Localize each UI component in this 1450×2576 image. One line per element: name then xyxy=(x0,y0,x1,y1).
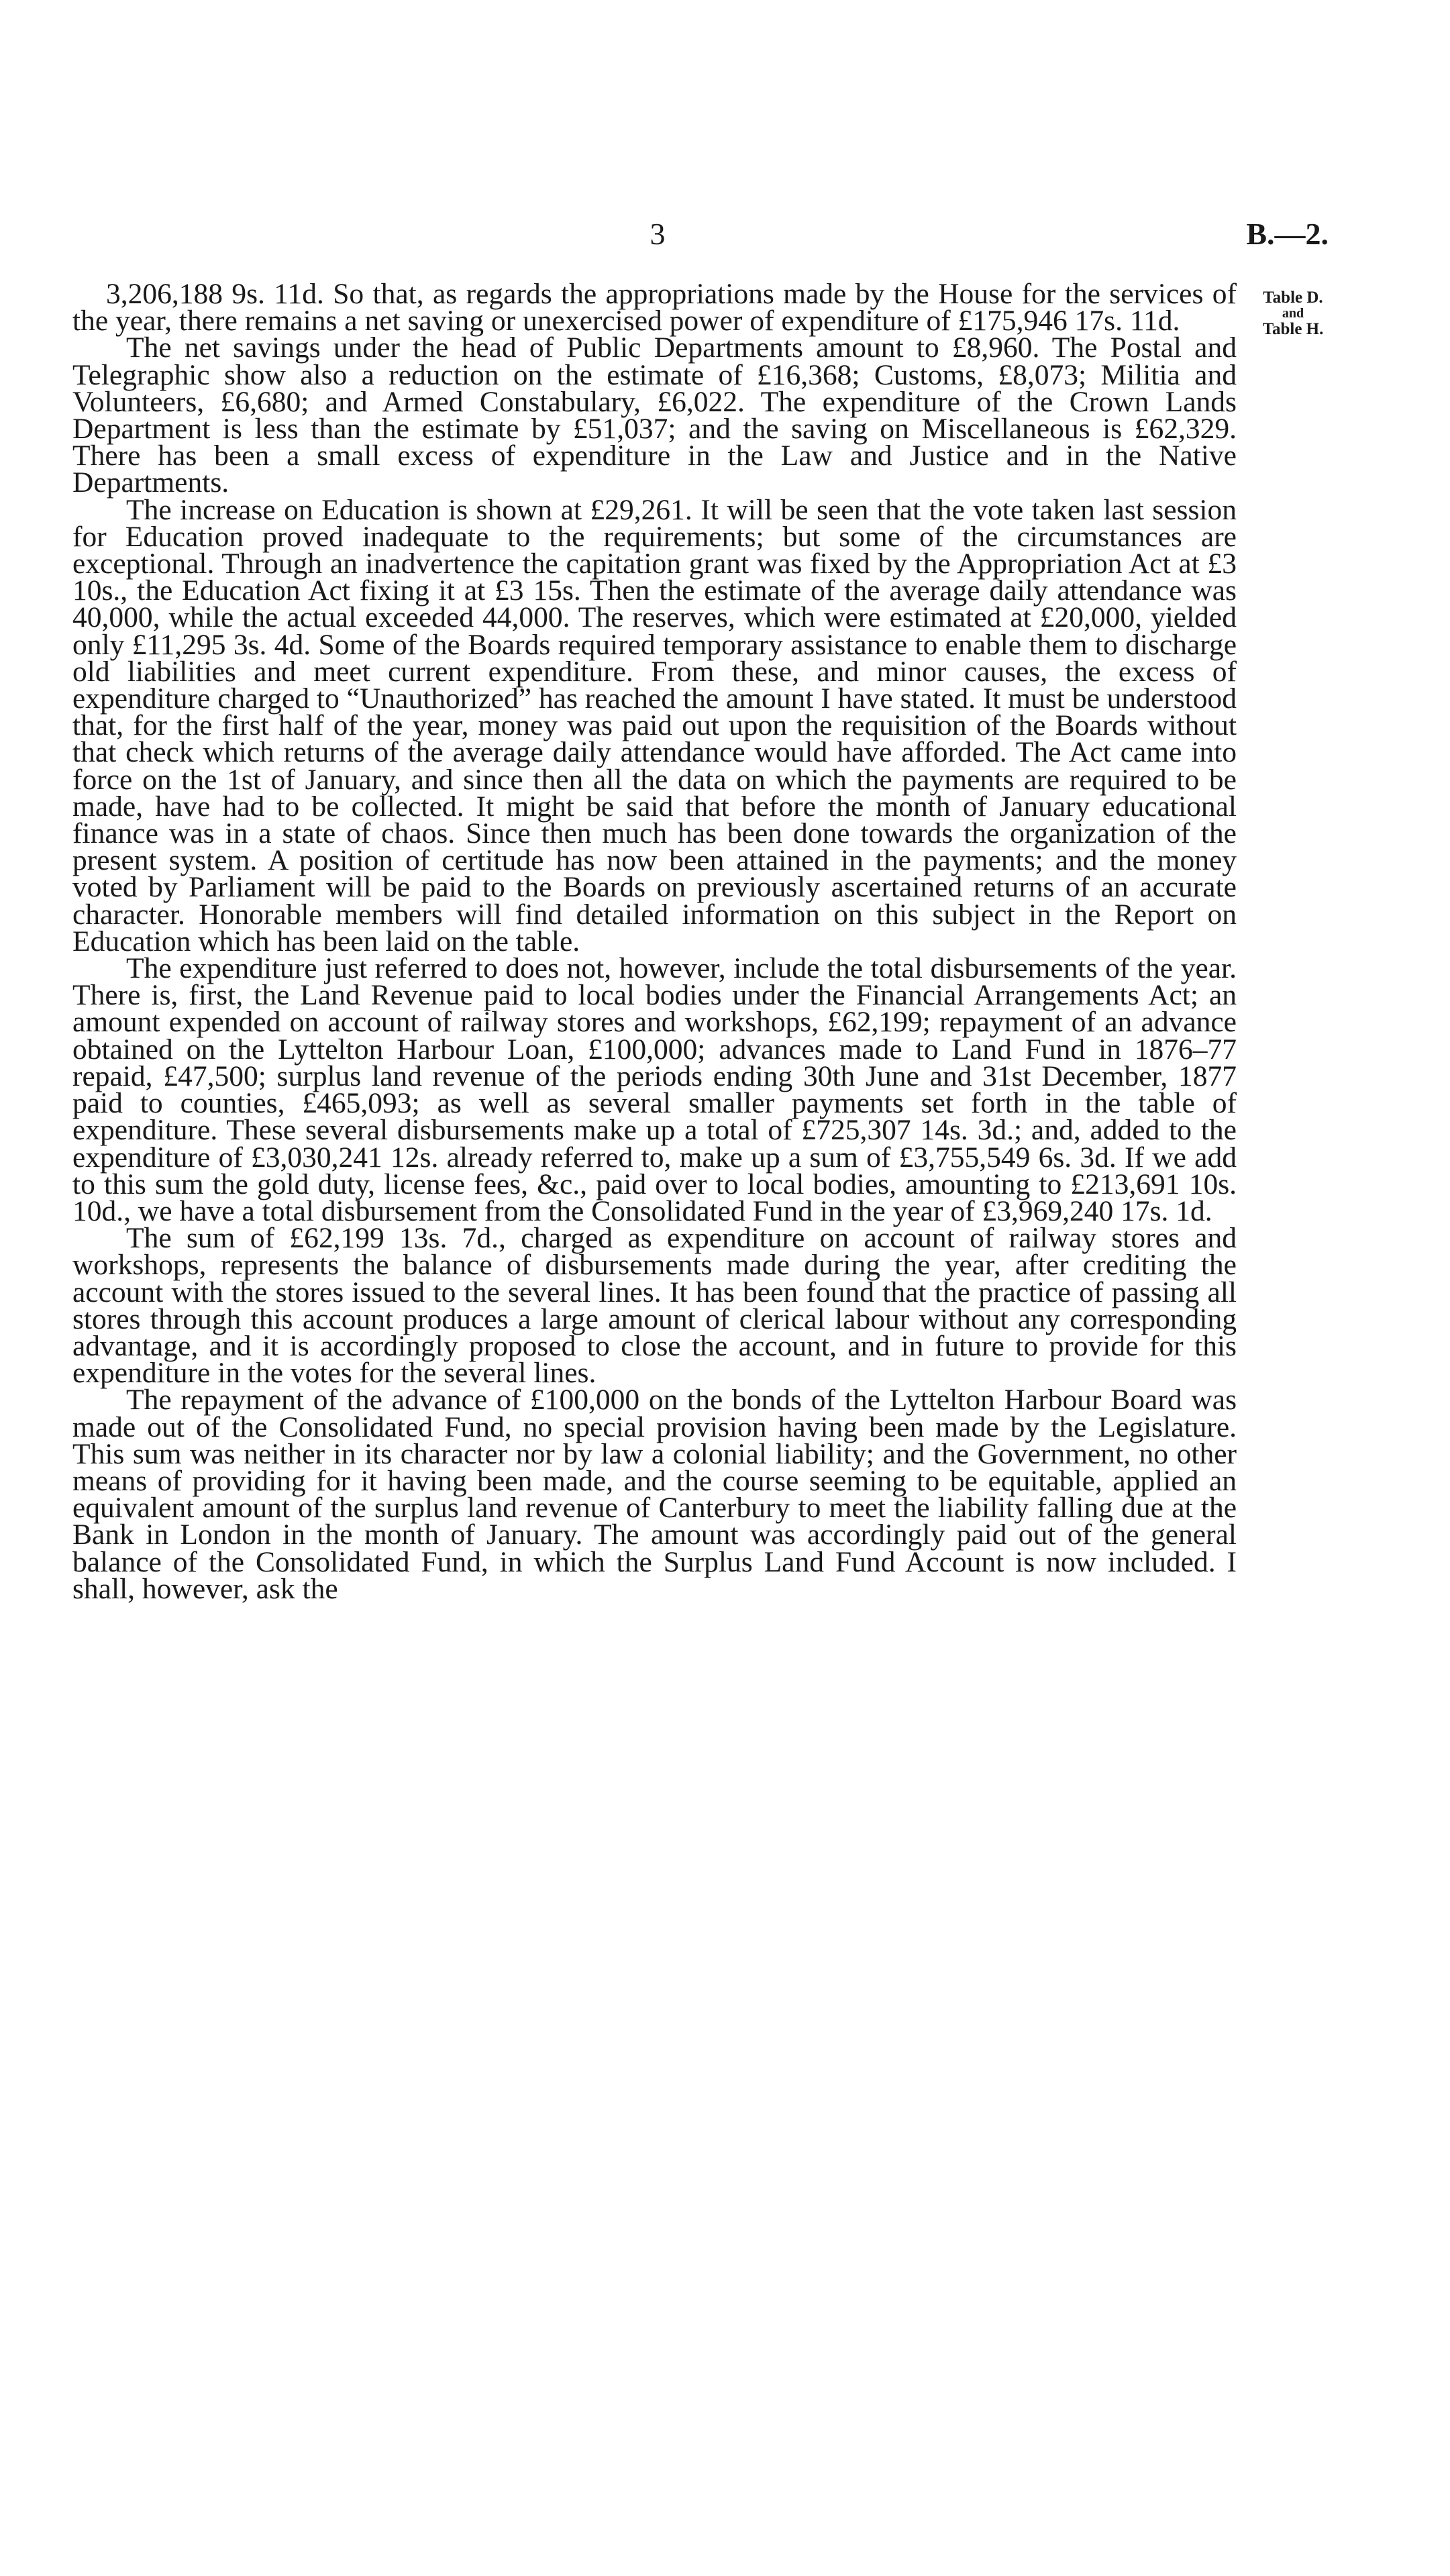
body-text xyxy=(72,278,1237,1605)
paragraph-1: 3,206,188 9s. 11d. So that, as regards the appropriations made by the House for the services of the year, there remains a net saving or unexercised power of expenditure of £175,946 17s. 11d. xyxy=(72,278,1237,338)
paragraph-3: The increase on Education is shown at £29,261. It will be seen that the vote taken last session for Education proved inadequate to the requirements; but some of the circumstances are exceptional. Through an inadvertence the capitation grant was fixed by the Appropriation Act at £3 10s., the Education Act fixing it at £3 15s. Then the estimate of the average daily attendance was 40,000, while the actual exceeded 44,000. The reserves, which were estimated at £20,000, yielded only £11,295 3s. 4d. Some of the Boards required temporary assistance to enable them to discharge old liabilities and meet current expenditure. From these, and minor causes, the excess of expenditure charged to “Unauthorized” has reached the amount I have stated. It must be understood that, for the first half of the year, money was paid out upon the requisition of the Boards without that check which returns of the average daily attendance would have afforded. The Act came into force on the 1st of January, and since then all the data on which the payments are required to be made, have had to be collected. It might be said that before the month of January educational finance was in a state of chaos. Since then much has been done towards the organization of the present system. A position of certitude has now been attained in the payments; and the money voted by Parliament will be paid to the Boards on previously ascertained returns of an accurate character. Honorable members will find detailed information on this subject in the Report on Education which has been laid on the table. xyxy=(72,493,1237,958)
document-reference: B.—2. xyxy=(1246,217,1329,251)
paragraph-6: The repayment of the advance of £100,000 on the bonds of the Lyttelton Harbour Board was made out of the Consolidated Fund, no special provision having been made by the Legislature. This sum was neither in its character nor by law a colonial liability; and the Government, no other means of providing for it having been made, and the course seeming to be equitable, applied an equivalent amount of the surplus land revenue of Canterbury to meet the liability falling due at the Bank in London in the month of January. The amount was accordingly paid out of the general balance of the Consolidated Fund, in which the Surplus Land Fund Account is now included. I shall, however, ask the xyxy=(72,1384,1237,1605)
paragraph-2: The net savings under the head of Public Departments amount to £8,960. The Postal and Telegraphic show also a reduction on the estimate of £16,368; Customs, £8,073; Militia and Volunteers, £6,680; and Armed Constabulary, £6,022. The expenditure of the Crown Lands Department is less than the estimate by £51,037; and the saving on Miscellaneous is £62,329. There has been a small excess of expenditure in the Law and Justice and in the Native Departments. xyxy=(72,331,1237,499)
paragraph-4: The expenditure just referred to does not, however, include the total disbursements of the year. There is, first, the Land Revenue paid to local bodies under the Financial Arrangements Act; an amount expended on account of railway stores and workshops, £62,199; repayment of an advance obtained on the Lyttelton Harbour Loan, £100,000; advances made to Land Fund in 1876–77 repaid, £47,500; surplus land revenue of the periods ending 30th June and 31st December, 1877 paid to counties, £465,093; as well as several smaller payments set forth in the table of expenditure. These several disbursements make up a total of £725,307 14s. 3d.; and, added to the expenditure of £3,030,241 12s. already referred to, make up a sum of £3,755,549 6s. 3d. If we add to this sum the gold duty, license fees, &c., paid over to local bodies, amounting to £213,691 10s. 10d., we have a total disbursement from the Consolidated Fund in the year of £3,969,240 17s. 1d. xyxy=(72,952,1237,1227)
paragraph-5: The sum of £62,199 13s. 7d., charged as expenditure on account of railway stores and workshops, represents the balance of disbursements made during the year, after crediting the account with the stores issued to the several lines. It has been found that the practice of passing all stores through this account produces a large amount of clerical labour without any corresponding advantage, and it is accordingly proposed to close the account, and in future to provide for this expenditure in the votes for the several lines. xyxy=(72,1222,1237,1390)
margin-note-line-1: Table D. xyxy=(1263,289,1323,307)
margin-note xyxy=(1249,289,1337,338)
margin-note-line-2: and xyxy=(1282,306,1304,321)
margin-note-line-3: Table H. xyxy=(1262,320,1324,338)
page-number: 3 xyxy=(650,217,666,251)
